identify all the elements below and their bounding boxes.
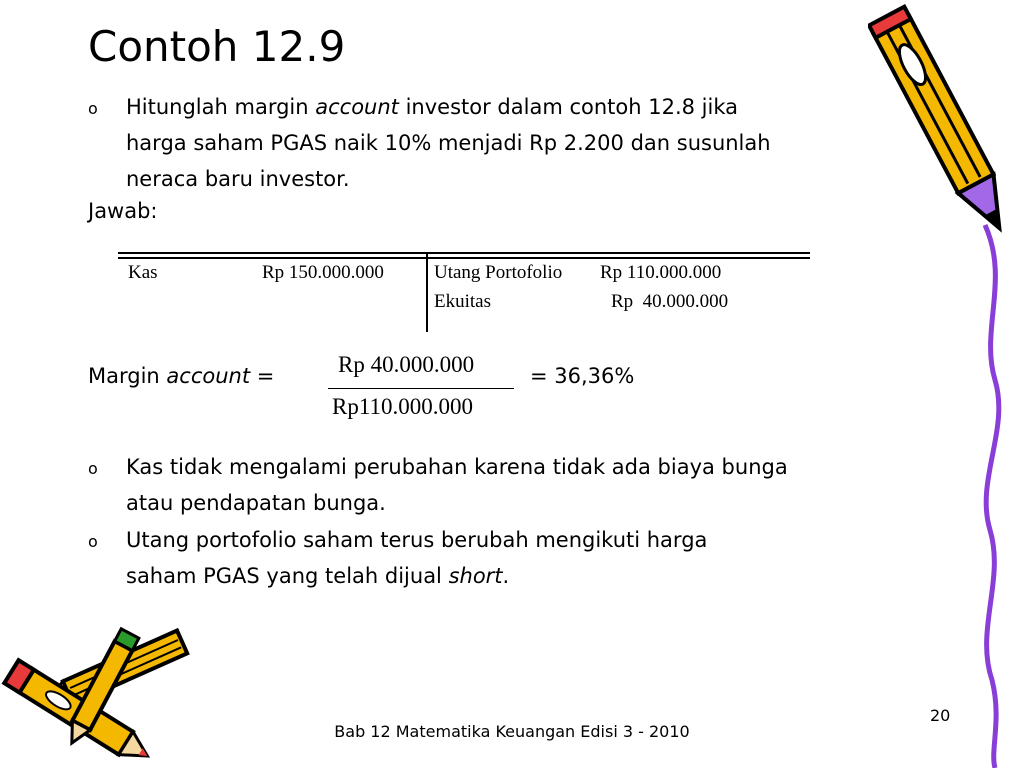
balance-sheet-divider (426, 252, 428, 332)
balance-sheet-right-label: Utang Portofolio (434, 262, 563, 283)
page-number: 20 (930, 706, 951, 725)
bullet-marker: o (88, 459, 98, 478)
page-title: Contoh 12.9 (88, 22, 346, 71)
balance-sheet-top-rule-2 (118, 257, 810, 259)
answer-label: Jawab: (88, 199, 158, 223)
note-line-1: Utang portofolio saham terus berubah mengikuti harga (126, 528, 708, 552)
note-line-1: Kas tidak mengalami perubahan karena tidak ada biaya bunga (126, 455, 788, 479)
footer-text: Bab 12 Matematika Keuangan Edisi 3 - 2010 (334, 722, 690, 741)
balance-sheet-left-label: Kas (128, 262, 158, 283)
margin-formula-label: Margin account = (88, 364, 275, 388)
question-line-1: Hitunglah margin account investor dalam contoh 12.8 jika (126, 95, 738, 119)
fraction-numerator: Rp 40.000.000 (338, 352, 475, 377)
balance-sheet-top-rule (118, 252, 810, 254)
wavy-line-icon (985, 225, 999, 768)
note-line-2: atau pendapatan bunga. (126, 491, 386, 515)
margin-result: = 36,36% (530, 364, 635, 388)
bullet-marker: o (88, 99, 98, 118)
balance-sheet-right-value: Rp 40.000.000 (611, 291, 729, 312)
balance-sheet-right-label: Ekuitas (434, 291, 491, 312)
question-line-3: neraca baru investor. (126, 167, 350, 191)
pencil-icon (868, 2, 1018, 252)
bullet-marker: o (88, 532, 98, 551)
question-line-2: harga saham PGAS naik 10% menjadi Rp 2.200 dan susunlah (126, 131, 771, 155)
balance-sheet-left-value: Rp 150.000.000 (262, 262, 384, 283)
fraction-bar (328, 388, 514, 389)
fraction-denominator: Rp110.000.000 (332, 394, 473, 419)
balance-sheet-right-value: Rp 110.000.000 (600, 262, 722, 283)
note-line-2: saham PGAS yang telah dijual short. (126, 564, 510, 588)
